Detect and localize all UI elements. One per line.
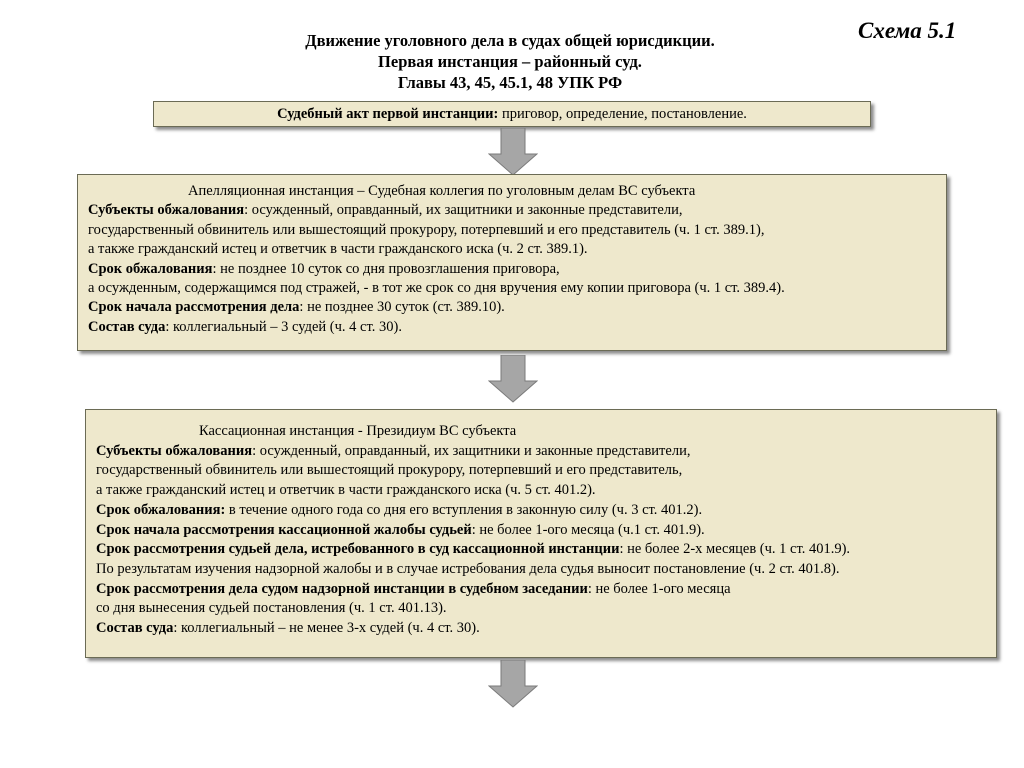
cassation-subjects-line-2: государственный обвинитель или вышестоящий прокурору, потерпевший и его представитель,	[96, 462, 683, 479]
cassation-court-text: : коллегиальный – не менее 3-х судей (ч. 4 ст. 30).	[173, 620, 480, 637]
title-line-3: Главы 43, 45, 45.1, 48 УПК РФ	[397, 73, 623, 92]
down-arrow-icon	[488, 128, 538, 176]
cassation-heading: Кассационная инстанция - Президиум ВС субъекта	[199, 423, 517, 439]
cassation-hearing	[96, 580, 996, 600]
title-line-1: Движение уголовного дела в судах общей юрисдикции.	[305, 31, 715, 50]
cassation-hearing-label: Срок рассмотрения дела судом надзорной инстанции в судебном заседании	[96, 580, 588, 597]
diagram-title	[230, 30, 790, 93]
cassation-term-label: Срок обжалования:	[96, 501, 226, 518]
appeal-subjects-line-2: государственный обвинитель или вышестоящий прокурору, потерпевший и его представитель (ч. 1 ст. 389.1),	[88, 221, 765, 238]
appeal-subjects-label: Субъекты обжалования	[88, 202, 245, 219]
appeal-term	[88, 260, 946, 279]
cassation-review-label: Срок рассмотрения судьей дела, истребованного в суд кассационной инстанции	[96, 541, 620, 558]
cassation-subjects-label: Субъекты обжалования	[96, 442, 253, 459]
cassation-result: По результатам изучения надзорной жалобы и в случае истребования дела судья выносит постановление (ч. 2 ст. 401.8).	[96, 560, 840, 577]
cassation-term-text: в течение одного года со дня его вступления в законную силу (ч. 3 ст. 401.2).	[225, 501, 703, 518]
cassation-hearing-line-2: со дня вынесения судьей постановления (ч. 1 ст. 401.13).	[96, 600, 447, 617]
first-instance-text: приговор, определение, постановление.	[498, 106, 747, 122]
appeal-term-text: : не позднее 10 суток со дня провозглашения приговора,	[212, 260, 560, 277]
cassation-term	[96, 501, 996, 521]
down-arrow-icon	[488, 660, 538, 708]
appeal-box	[77, 174, 947, 351]
cassation-court	[96, 619, 996, 639]
cassation-court-label: Состав суда	[96, 620, 174, 637]
first-instance-label: Судебный акт первой инстанции:	[277, 106, 499, 122]
appeal-term-line-2: а осужденным, содержащимся под стражей, - в тот же срок со дня вручения ему копии приговора (ч. 1 ст. 389.4).	[88, 280, 785, 297]
cassation-start	[96, 521, 996, 541]
appeal-subjects	[88, 201, 946, 220]
appeal-subjects-line-3: а также гражданский истец и ответчик в части гражданского иска (ч. 2 ст. 389.1).	[88, 241, 588, 258]
cassation-subjects-line-3: а также гражданский истец и ответчик в части гражданского иска (ч. 5 ст. 401.2).	[96, 482, 596, 499]
appeal-court	[88, 318, 946, 337]
appeal-subjects-text: : осужденный, оправданный, их защитники и законные представители,	[244, 202, 683, 219]
cassation-start-text: : не более 1-ого месяца (ч.1 ст. 401.9).	[471, 521, 705, 538]
cassation-box	[85, 409, 997, 658]
appeal-court-text: : коллегиальный – 3 судей (ч. 4 ст. 30).	[165, 318, 402, 335]
cassation-review	[96, 540, 996, 560]
cassation-subjects-text: : осужденный, оправданный, их защитники и законные представители,	[252, 442, 691, 459]
appeal-term-label: Срок обжалования	[88, 260, 213, 277]
appeal-start	[88, 298, 946, 317]
first-instance-box	[153, 101, 871, 127]
appeal-start-text: : не позднее 30 суток (ст. 389.10).	[299, 299, 505, 316]
down-arrow-icon	[488, 355, 538, 403]
cassation-start-label: Срок начала рассмотрения кассационной жалобы судьей	[96, 521, 472, 538]
appeal-start-label: Срок начала рассмотрения дела	[88, 299, 300, 316]
appeal-heading: Апелляционная инстанция – Судебная коллегия по уголовным делам ВС субъекта	[188, 183, 696, 199]
title-line-2: Первая инстанция – районный суд.	[378, 52, 642, 71]
appeal-court-label: Состав суда	[88, 318, 166, 335]
scheme-label: Схема 5.1	[858, 18, 957, 43]
cassation-hearing-text: : не более 1-ого месяца	[587, 580, 731, 597]
cassation-subjects	[96, 442, 996, 462]
cassation-review-text: : не более 2-х месяцев (ч. 1 ст. 401.9).	[619, 541, 851, 558]
